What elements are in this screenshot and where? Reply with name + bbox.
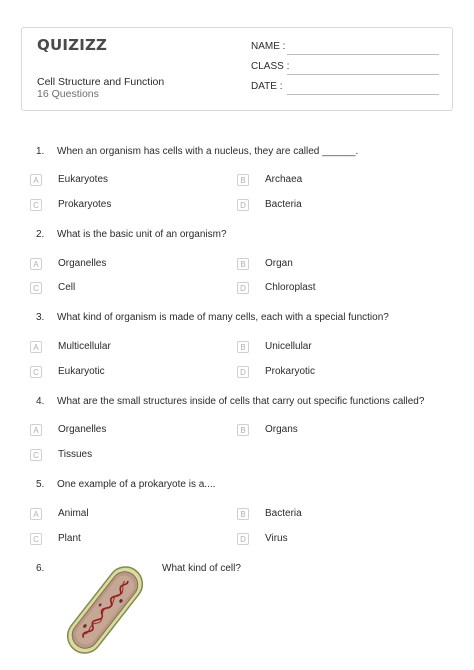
option-text: Bacteria bbox=[265, 199, 302, 210]
class-label: CLASS : bbox=[251, 61, 290, 72]
option-text: Eukaryotic bbox=[58, 366, 105, 377]
question-text: What are the small structures inside of cells that carry out specific functions called? bbox=[57, 396, 425, 407]
question-number: 4. bbox=[36, 396, 45, 407]
option-text: Organelles bbox=[58, 258, 107, 269]
option-letter-box: C bbox=[30, 533, 42, 545]
option-letter-box: D bbox=[237, 282, 249, 294]
question-text: What kind of cell? bbox=[162, 563, 241, 574]
date-field[interactable] bbox=[251, 81, 439, 95]
option-letter-box: A bbox=[30, 508, 42, 520]
option-letter-box: A bbox=[30, 258, 42, 270]
question-count: 16 Questions bbox=[37, 88, 99, 100]
name-line bbox=[287, 54, 439, 55]
worksheet-title: Cell Structure and Function bbox=[37, 76, 165, 88]
option-text: Eukaryotes bbox=[58, 174, 109, 185]
question-number: 1. bbox=[36, 146, 45, 157]
class-field[interactable] bbox=[251, 61, 439, 75]
question-number: 5. bbox=[36, 479, 45, 490]
option-letter-box: A bbox=[30, 424, 42, 436]
option-text: Chloroplast bbox=[265, 282, 316, 293]
option-letter-box: B bbox=[237, 508, 249, 520]
question-text: When an organism has cells with a nucleus, they are called ______. bbox=[57, 146, 359, 157]
question-text: One example of a prokaryote is a.... bbox=[57, 479, 216, 490]
option-letter-box: A bbox=[30, 341, 42, 353]
option-text: Unicellular bbox=[265, 341, 312, 352]
question-number: 3. bbox=[36, 312, 45, 323]
quizizz-logo: QUIZIZZ bbox=[37, 36, 108, 54]
question-number: 6. bbox=[36, 563, 45, 574]
name-label: NAME : bbox=[251, 41, 286, 52]
option-text: Tissues bbox=[58, 449, 93, 460]
option-letter-box: D bbox=[237, 533, 249, 545]
option-letter-box: D bbox=[237, 199, 249, 211]
option-text: Prokaryotic bbox=[265, 366, 316, 377]
option-letter-box: C bbox=[30, 282, 42, 294]
option-letter-box: C bbox=[30, 366, 42, 378]
name-field[interactable] bbox=[251, 41, 439, 55]
option-letter-box: B bbox=[237, 341, 249, 353]
option-text: Multicellular bbox=[58, 341, 111, 352]
option-text: Organs bbox=[265, 424, 298, 435]
option-letter-box: B bbox=[237, 174, 249, 186]
option-letter-box: C bbox=[30, 449, 42, 461]
question-number: 2. bbox=[36, 229, 45, 240]
option-text: Organelles bbox=[58, 424, 107, 435]
option-text: Prokaryotes bbox=[58, 199, 112, 210]
option-text: Archaea bbox=[265, 174, 303, 185]
date-line bbox=[287, 94, 439, 95]
question-text: What is the basic unit of an organism? bbox=[57, 229, 227, 240]
option-letter-box: B bbox=[237, 424, 249, 436]
option-letter-box: B bbox=[237, 258, 249, 270]
option-text: Plant bbox=[58, 533, 81, 544]
option-letter-box: C bbox=[30, 199, 42, 211]
option-letter-box: D bbox=[237, 366, 249, 378]
option-text: Animal bbox=[58, 508, 89, 519]
worksheet-header bbox=[21, 27, 453, 111]
question-text: What kind of organism is made of many cells, each with a special function? bbox=[57, 312, 389, 323]
option-text: Organ bbox=[265, 258, 293, 269]
option-text: Virus bbox=[265, 533, 288, 544]
prokaryote-cell-image bbox=[50, 560, 160, 660]
class-line bbox=[287, 74, 439, 75]
date-label: DATE : bbox=[251, 81, 283, 92]
option-text: Bacteria bbox=[265, 508, 302, 519]
option-text: Cell bbox=[58, 282, 76, 293]
option-letter-box: A bbox=[30, 174, 42, 186]
